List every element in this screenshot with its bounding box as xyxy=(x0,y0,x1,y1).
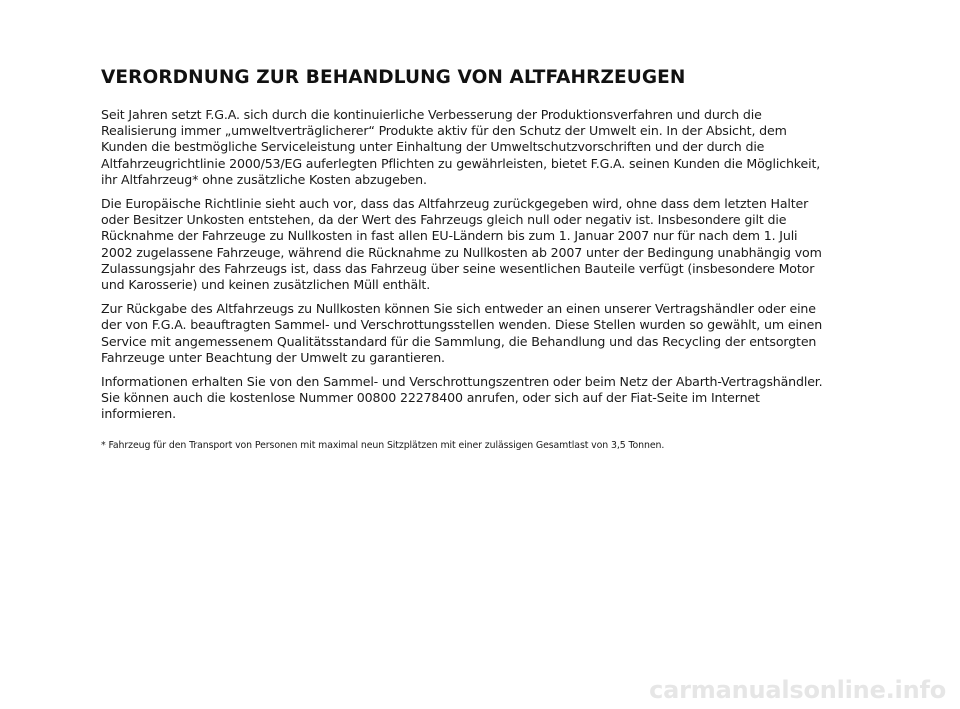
document-page xyxy=(101,66,829,452)
paragraph-return: Zur Rückgabe des Altfahrzeugs zu Nullkosten können Sie sich entweder an einen unserer Vertragshändler oder eine der von F.G.A. beauftragten Sammel- und Verschrottungsstellen wenden. Diese Stellen wurden so gewählt, um einen Service mit angemessenem Qualitätsstandard für die Sammlung, die Behandlung und das Recycling der entsorgten Fahrzeuge unter Beachtung der Umwelt zu garantieren. xyxy=(101,301,823,365)
paragraph-intro: Seit Jahren setzt F.G.A. sich durch die kontinuierliche Verbesserung der Produktionsverfahren und durch die Realisierung immer „umweltverträglicherer“ Produkte aktiv für den Schutz der Umwelt ein. In der Absicht, dem Kunden die bestmögliche Serviceleistung unter Einhaltung der Umweltschutzvorschriften und der durch die Altfahrzeugrichtlinie 2000/53/EG auferlegten Pflichten zu gewährleisten, bietet F.G.A. seinen Kunden die Möglichkeit, ihr Altfahrzeug* ohne zusätzliche Kosten abzugeben. xyxy=(101,107,821,187)
paragraph-information: Informationen erhalten Sie von den Sammel- und Verschrottungszentren oder beim Netz der Abarth-Vertragshändler. Sie können auch die kostenlose Nummer 00800 22278400 anrufen, oder sich auf der Fiat-Seite im Internet informieren. xyxy=(101,374,823,422)
page-title: VERORDNUNG ZUR BEHANDLUNG VON ALTFAHRZEUGEN xyxy=(101,67,686,88)
paragraph-directive: Die Europäische Richtlinie sieht auch vor, dass das Altfahrzeug zurückgegeben wird, ohne dass dem letzten Halter oder Besitzer Unkosten entstehen, da der Wert des Fahrzeugs gleich null oder negativ ist. Insbesondere gilt die Rücknahme der Fahrzeuge zu Nullkosten in fast allen EU-Ländern bis zum 1. Januar 2007 nur für nach dem 1. Juli 2002 zugelassene Fahrzeuge, während die Rücknahme zu Nullkosten ab 2007 unter der Bedingung unabhängig vom Zulassungsjahr des Fahrzeugs ist, dass das Fahrzeug über seine wesentlichen Bauteile verfügt (insbesondere Motor und Karosserie) und keinen zusätzlichen Müll enthält. xyxy=(101,196,822,293)
watermark-text: carmanualsonline.info xyxy=(649,676,946,704)
footnote: * Fahrzeug für den Transport von Personen mit maximal neun Sitzplätzen mit einer zulässigen Gesamtlast von 3,5 Tonnen. xyxy=(101,439,665,451)
